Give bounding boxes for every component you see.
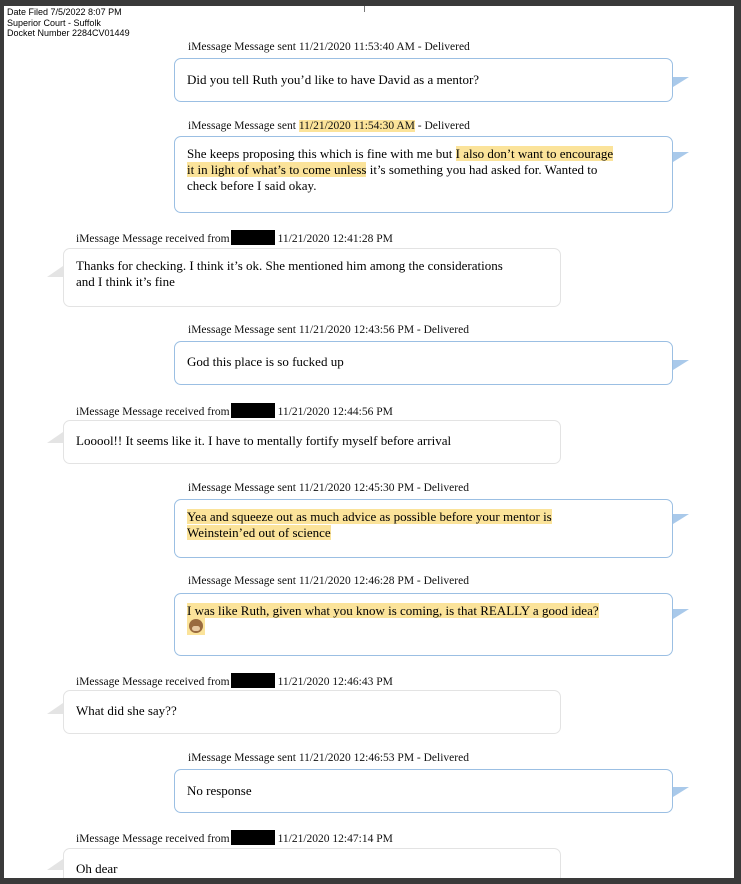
message-text: Looool!! It seems like it. I have to mentally fortify myself before arrival — [76, 433, 452, 448]
message-meta: iMessage Message received from 11/21/2020 12:44:56 PM — [76, 403, 393, 418]
message-text: Did you tell Ruth you’d like to have David as a mentor? — [187, 72, 480, 87]
bubble-tail — [47, 266, 63, 277]
bubble-tail — [673, 77, 689, 87]
received-message-bubble — [63, 248, 561, 307]
message-meta: iMessage Message received from 11/21/2020 12:46:43 PM — [76, 673, 393, 688]
monkey-emoji-icon — [189, 619, 203, 633]
bubble-tail — [673, 360, 689, 370]
sent-message-bubble — [174, 593, 673, 656]
highlighted-text: I was like Ruth, given what you know is coming, is that REALLY a good idea? — [187, 603, 599, 618]
received-message-bubble — [63, 848, 561, 878]
message-meta: iMessage Message sent 11/21/2020 12:45:30 PM - Delivered — [188, 482, 469, 494]
bubble-tail — [673, 609, 689, 619]
message-line — [187, 525, 660, 541]
filing-stamp — [7, 7, 130, 39]
message-line — [187, 509, 660, 525]
sent-message-bubble — [174, 769, 673, 813]
docket-number: Docket Number 2284CV01449 — [7, 28, 130, 38]
message-text: No response — [187, 783, 252, 798]
court-name: Superior Court - Suffolk — [7, 17, 101, 28]
message-meta: iMessage Message sent 11/21/2020 12:46:28 PM - Delivered — [188, 575, 469, 587]
message-meta: iMessage Message received from 11/21/2020 12:47:14 PM — [76, 830, 393, 845]
message-meta: iMessage Message sent 11/21/2020 12:43:56 PM - Delivered — [188, 324, 469, 336]
redaction-box — [231, 830, 275, 845]
sent-message-bubble — [174, 58, 673, 102]
message-meta: iMessage Message received from 11/21/2020 12:41:28 PM — [76, 230, 393, 245]
sent-message-bubble — [174, 136, 673, 213]
bubble-tail — [47, 432, 63, 443]
scan-line — [364, 6, 365, 12]
redaction-box — [231, 403, 275, 418]
highlighted-text: I also don’t want to encourage — [455, 146, 614, 161]
message-text: What did she say?? — [76, 703, 177, 718]
bubble-tail — [673, 152, 689, 162]
bubble-tail — [673, 787, 689, 797]
message-line — [187, 619, 660, 635]
message-text: God this place is so fucked up — [187, 354, 344, 369]
message-meta: iMessage Message sent 11/21/2020 11:54:30 AM - Delivered — [188, 120, 470, 132]
highlighted-text: it in light of what’s to come unless — [187, 162, 367, 177]
document-page — [4, 6, 734, 878]
bubble-tail — [673, 514, 689, 524]
received-message-bubble — [63, 690, 561, 734]
redaction-box — [231, 673, 275, 688]
bubble-tail — [47, 703, 63, 714]
message-meta: iMessage Message sent 11/21/2020 12:46:53 PM - Delivered — [188, 752, 469, 764]
received-message-bubble — [63, 420, 561, 464]
message-meta: iMessage Message sent 11/21/2020 11:53:40 AM - Delivered — [188, 41, 470, 53]
highlighted-text: Yea and squeeze out as much advice as possible before your mentor is — [187, 509, 552, 524]
highlighted-timestamp: 11/21/2020 11:54:30 AM — [298, 120, 415, 132]
sent-message-bubble — [174, 499, 673, 558]
date-filed: Date Filed 7/5/2022 8:07 PM — [7, 7, 122, 17]
message-line: Thanks for checking. I think it’s ok. She mentioned him among the considerations — [76, 258, 503, 273]
message-line: and I think it’s fine — [76, 274, 175, 289]
message-line: it in light of what’s to come unless it’s something you had asked for. Wanted to — [187, 162, 598, 177]
bubble-tail — [47, 859, 63, 870]
sent-message-bubble — [174, 341, 673, 385]
message-text: Oh dear — [76, 861, 118, 876]
highlighted-text: Weinstein’ed out of science — [187, 525, 331, 540]
message-line: check before I said okay. — [187, 178, 317, 193]
message-line: She keeps proposing this which is fine with me but I also don’t want to encourage — [187, 146, 614, 161]
message-line — [187, 603, 660, 619]
redaction-box — [231, 230, 275, 245]
